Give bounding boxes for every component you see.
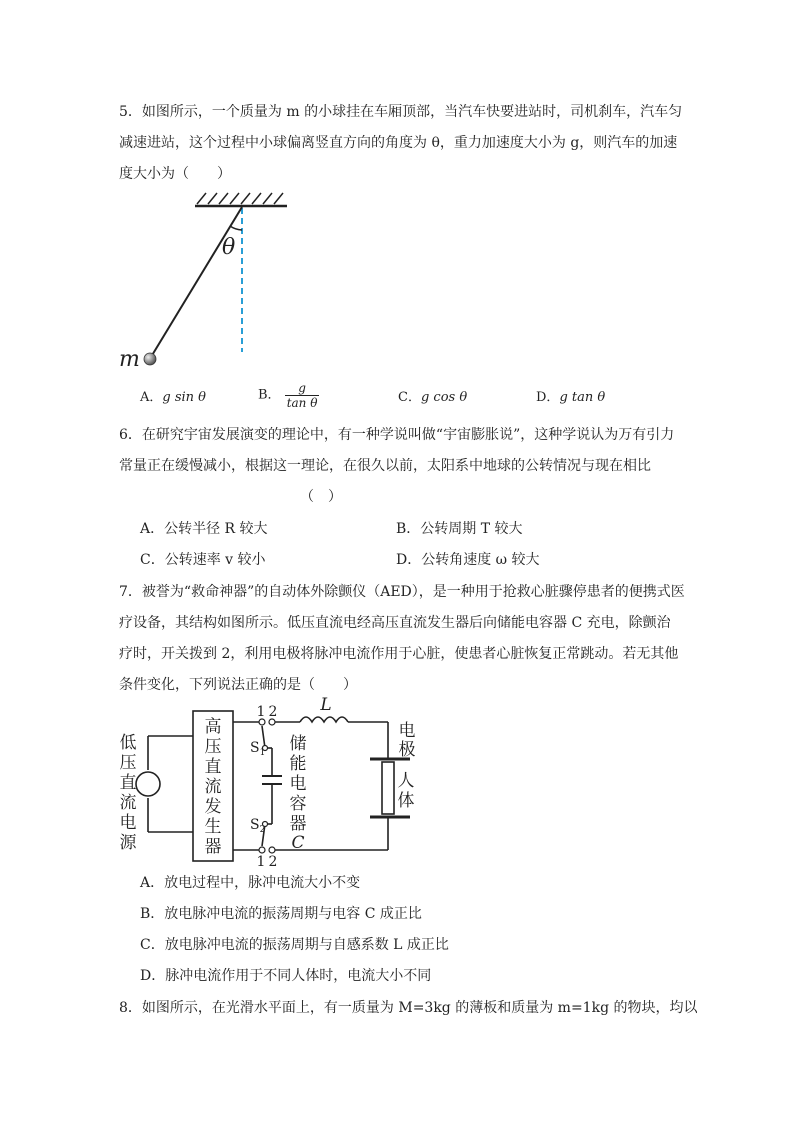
q7-option-a: A．放电过程中，脉冲电流大小不变 bbox=[140, 875, 361, 891]
capacitor-char-4: 容 bbox=[289, 794, 307, 814]
switch-s1-label bbox=[250, 740, 265, 758]
q7-option-b: B．放电脉冲电流的振荡周期与电容 C 成正比 bbox=[140, 906, 422, 922]
q6-line-1: 6．在研究宇宙发展演变的理论中，有一种学说叫做“宇宙膨胀说”，这种学说认为万有引力 bbox=[119, 427, 675, 443]
q6-line-2: 常量正在缓慢减小，根据这一理论，在很久以前，太阳系中地球的公转情况与现在相比 bbox=[119, 458, 651, 474]
generator-char-7: 器 bbox=[204, 837, 222, 857]
q5-line-1: 5．如图所示，一个质量为 m 的小球挂在车厢顶部，当汽车快要进站时，司机刹车，汽车匀 bbox=[119, 104, 683, 120]
q6-option-c: C．公转速率 v 较小 bbox=[140, 552, 266, 568]
q5-option-a-text: g sin θ bbox=[162, 390, 207, 405]
mass-label: m bbox=[119, 347, 140, 372]
capacitor-char-1: 储 bbox=[289, 734, 307, 754]
generator-char-6: 生 bbox=[204, 817, 222, 837]
q5-option-b-denominator: tan θ bbox=[286, 396, 318, 410]
low-source-char-4: 流 bbox=[119, 793, 137, 813]
low-source-char-2: 压 bbox=[119, 753, 137, 773]
low-source-char-5: 电 bbox=[119, 813, 137, 833]
q7-line-1: 7．被誉为“救命神器”的自动体外除颤仪（AED），是一种用于抢救心脏骤停患者的便携式医 bbox=[119, 584, 685, 600]
capacitor-char-3: 电 bbox=[289, 774, 307, 794]
terminal-bottom-2 bbox=[269, 847, 275, 853]
q7-line-4: 条件变化，下列说法正确的是（ ） bbox=[119, 677, 357, 693]
q7-line-2: 疗设备，其结构如图所示。低压直流电经高压直流发生器后向储能电容器 C 充电，除颤治 bbox=[119, 615, 671, 631]
q5-option-b-letter: B． bbox=[258, 387, 281, 403]
switch-s2-label bbox=[250, 817, 265, 835]
q6-option-d: D．公转角速度 ω 较大 bbox=[396, 552, 540, 568]
inductor-coil bbox=[300, 717, 348, 722]
generator-char-4: 流 bbox=[204, 777, 222, 797]
generator-char-1: 高 bbox=[204, 717, 222, 737]
low-source-char-6: 源 bbox=[119, 833, 137, 853]
theta-label: θ bbox=[222, 235, 236, 260]
switch-s2-letter: S bbox=[250, 817, 260, 833]
capacitor-char-5: 器 bbox=[289, 814, 307, 834]
electrode-char-2: 极 bbox=[398, 740, 416, 760]
q5-option-b-numerator: g bbox=[285, 381, 320, 396]
capacitor-symbol: C bbox=[291, 833, 305, 853]
q5-line-3: 度大小为（ ） bbox=[119, 166, 231, 182]
q5-option-d-letter: D． bbox=[536, 390, 560, 405]
q5-option-a-letter: A． bbox=[140, 390, 163, 405]
electrode-char-1: 电 bbox=[398, 721, 416, 741]
capacitor-char-2: 能 bbox=[289, 754, 307, 774]
switch-s1-blade bbox=[262, 726, 265, 748]
q7-option-d: D．脉冲电流作用于不同人体时，电流大小不同 bbox=[140, 968, 432, 984]
ac-source-symbol bbox=[136, 772, 160, 796]
q6-line-3: （ ） bbox=[300, 489, 342, 505]
top-pos-2: 2 bbox=[268, 704, 278, 720]
q7-line-3: 疗时，开关拨到 2，利用电极将脉冲电流作用于心脏，使患者心脏恢复正常跳动。若无其他 bbox=[119, 646, 679, 662]
q6-option-a: A．公转半径 R 较大 bbox=[140, 521, 268, 537]
q8-line-1: 8．如图所示，在光滑水平面上，有一质量为 M=3kg 的薄板和质量为 m=1kg 的物块，均以 bbox=[119, 1000, 698, 1016]
generator-char-5: 发 bbox=[204, 797, 222, 817]
q5-option-d-text: g tan θ bbox=[559, 390, 606, 405]
generator-char-2: 压 bbox=[204, 737, 222, 757]
q6-option-b: B．公转周期 T 较大 bbox=[396, 521, 523, 537]
top-pos-1: 1 bbox=[256, 704, 266, 720]
body-char-1: 人 bbox=[397, 771, 415, 791]
switch-s1-sub: 1 bbox=[259, 748, 266, 758]
human-body-block bbox=[382, 762, 394, 814]
low-source-char-3: 直 bbox=[119, 773, 137, 793]
switch-s1-letter: S bbox=[250, 740, 260, 756]
q5-option-c-text: g cos θ bbox=[420, 390, 468, 405]
inductor-label: L bbox=[320, 695, 332, 715]
bottom-pos-1: 1 bbox=[256, 854, 266, 870]
terminal-bottom-1 bbox=[259, 847, 265, 853]
body-char-2: 体 bbox=[397, 791, 415, 811]
generator-char-3: 直 bbox=[204, 757, 222, 777]
q5-line-2: 减速进站，这个过程中小球偏离竖直方向的角度为 θ，重力加速度大小为 g，则汽车的加速 bbox=[119, 135, 678, 151]
low-source-char-1: 低 bbox=[119, 733, 137, 753]
q7-option-c: C．放电脉冲电流的振荡周期与自感系数 L 成正比 bbox=[140, 937, 449, 953]
bottom-pos-2: 2 bbox=[268, 854, 278, 870]
q5-option-c-letter: C． bbox=[398, 390, 421, 405]
switch-s2-sub: 2 bbox=[259, 825, 266, 835]
